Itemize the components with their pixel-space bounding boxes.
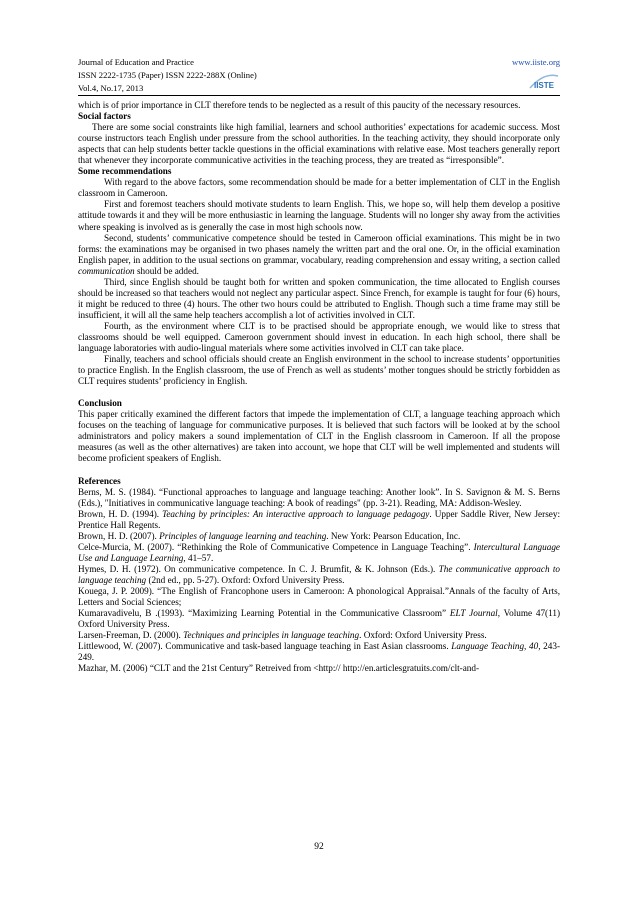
reference-item [78, 542, 560, 564]
reference-title: Techniques and principles in language teaching [183, 630, 360, 641]
journal-name: Journal of Education and Practice [78, 57, 194, 67]
section-gap [78, 465, 560, 476]
conclusion-paragraph: This paper critically examined the different factors that impede the implementation of CLT, a language teaching approach which focuses on the teaching of language for communicative purposes. It is believed that such factors will be looked at by the school administrators and policy makers a sound implementation of CLT in the English classroom in Cameroon. If all the propose measures (as well as the other alternatives) are taken into account, we hope that CLT will be well implemented and students will become proficient speakers of English. [78, 409, 560, 464]
header-rule [78, 95, 560, 96]
reference-item [78, 608, 560, 630]
reference-tail: (2nd ed., pp. 5-27). Oxford: Oxford University Press. [146, 574, 345, 585]
social-factors-paragraph: There are some social constraints like high familial, learners and school authorities’ expectations for academic success. Most course instructors teach English under pressure from the school authorities. In the teaching activity, they should incorporate only aspects that can help students better tackle questions in the official examinations with relative ease. Most teachers generally report that whenever they incorporate communicative activities in the teaching process, they are treated as “irresponsible”. [78, 122, 560, 166]
reference-tail: . New York: Pearson Education, Inc. [326, 530, 461, 541]
recommendation-second-em: communication [78, 265, 135, 276]
recommendation-second-a: Second, students’ communicative competence should be tested in Cameroon official examinations. This might be in two forms: the examinations may be organised in two phases namely the written part and the oral one. Or, in the official examination English paper, in addition to the usual sections on grammar, vocabulary, reading comprehension and essay writing, a section called [78, 232, 560, 265]
references-heading: References [78, 475, 121, 486]
reference-item [78, 564, 560, 586]
reference-item [78, 586, 560, 608]
reference-text: Brown, H. D. (2007). [78, 530, 160, 541]
reference-title: Intercultural Language Use and Language Learning [78, 541, 560, 563]
journal-url-link[interactable]: www.iiste.org [512, 57, 560, 67]
reference-text: Larsen-Freeman, D. (2000). [78, 630, 184, 641]
reference-item [78, 509, 560, 531]
conclusion-heading: Conclusion [78, 398, 122, 409]
svg-text:IISTE: IISTE [533, 81, 555, 90]
volume-line: Vol.4, No.17, 2013 [78, 83, 144, 93]
reference-title: Teaching by principles: An interactive approach to language pedagogy [162, 508, 430, 519]
reference-title: Principles of language learning and teaching [159, 530, 327, 541]
reference-item [78, 641, 560, 663]
reference-list [78, 487, 560, 675]
recommendation-finally: Finally, teachers and school officials should create an English environment in the school to increase students’ opportunities to practice English. In the English classroom, the use of French as well as students’ mother tongues should be strictly forbidden as CLT requires students’ proficiency in English. [78, 354, 560, 387]
reference-text: Berns, M. S. (1984). “Functional approaches to language and language teaching: Another look”. In S. Savignon & M. S. Berns (Eds.), "Initiatives in communicative language teaching: A book of readings" (pp. 3-21). Reading, MA: Addison-Wesley. [78, 486, 560, 508]
social-factors-heading: Social factors [78, 111, 131, 122]
reference-item [78, 630, 560, 641]
reference-text: Mazhar, M. (2006) “CLT and the 21st Century” Retreived from <http:// http://en.articlesgratuits.com/clt-and- [78, 663, 480, 674]
reference-title: The communicative approach to language teaching [78, 563, 560, 585]
section-gap [78, 387, 560, 398]
reference-tail: . Oxford: Oxford University Press. [359, 630, 487, 641]
page-body [78, 100, 560, 674]
recommendations-heading: Some recommendations [78, 166, 172, 177]
reference-text: Kouega, J. P. 2009). “The English of Francophone users in Cameroon: A phonological Appraisal.”Annals of the faculty of Arts, Letters and Social Sciences; [78, 585, 560, 608]
reference-text: Hymes, D. H. (1972). On communicative competence. In C. J. Brumfit, & K. Johnson (Eds.). [78, 563, 439, 574]
recommendations-intro: With regard to the above factors, some recommendation should be made for a better implementation of CLT in the English classroom in Cameroon. [78, 177, 560, 199]
iiste-logo [528, 70, 560, 92]
recommendation-second [78, 233, 560, 277]
reference-title: ELT Journal [449, 608, 498, 619]
reference-tail: 243-249. [78, 641, 560, 663]
page-number: 92 [314, 842, 324, 852]
reference-item [78, 531, 560, 542]
reference-item [78, 663, 560, 674]
reference-text: Littlewood, W. (2007). Communicative and task-based language teaching in East Asian classrooms. [78, 641, 452, 652]
reference-text: Brown, H. D. (1994). [78, 508, 163, 519]
recommendation-fourth: Fourth, as the environment where CLT is to be practised should be appropriate enough, we would like to stress that classrooms should be well equipped. Cameroon government should invest in education. In each high school, there shall be language laboratories with audio-lingual materials where some activities involved in CLT can take place. [78, 320, 560, 354]
reference-title: Language Teaching, 40, [451, 641, 541, 652]
recommendation-first: First and foremost teachers should motivate students to learn English. This, we hope so, will help them develop a positive attitude towards it and they will be more enthusiastic in learning the language. Students will no longer shy away from the activities where speaking is involved as is generally the case in most high schools now. [78, 199, 560, 232]
reference-tail: , 41–57. [183, 552, 214, 563]
recommendation-second-b: should be added. [134, 265, 199, 276]
reference-item [78, 487, 560, 509]
issn-line: ISSN 2222-1735 (Paper) ISSN 2222-288X (Online) [78, 70, 257, 80]
reference-text: Kumaravadivelu, B .(1993). “Maximizing Learning Potential in the Communicative Classroom” [78, 608, 450, 619]
reference-text: Celce-Murcia, M. (2007). “Rethinking the Role of Communicative Competence in Language Teaching”. [78, 541, 474, 552]
intro-paragraph: which is of prior importance in CLT therefore tends to be neglected as a result of this paucity of the necessary resources. [78, 100, 521, 110]
reference-tail: , Volume 47(11) Oxford University Press. [78, 608, 561, 630]
reference-tail: . Upper Saddle River, New Jersey: Prentice Hall Regents. [78, 508, 560, 530]
recommendation-third: Third, since English should be taught both for written and spoken communication, the time allocated to English courses should be increased so that teachers would not neglect any particular aspect. Since French, for example is taught for four (6) hours, it might be reduced to three (4) hours. The other two hours could be attributed to English. Though such a time frame may still be insufficient, it will all the same help teachers accomplish a lot of activities involved in CLT. [78, 276, 560, 320]
